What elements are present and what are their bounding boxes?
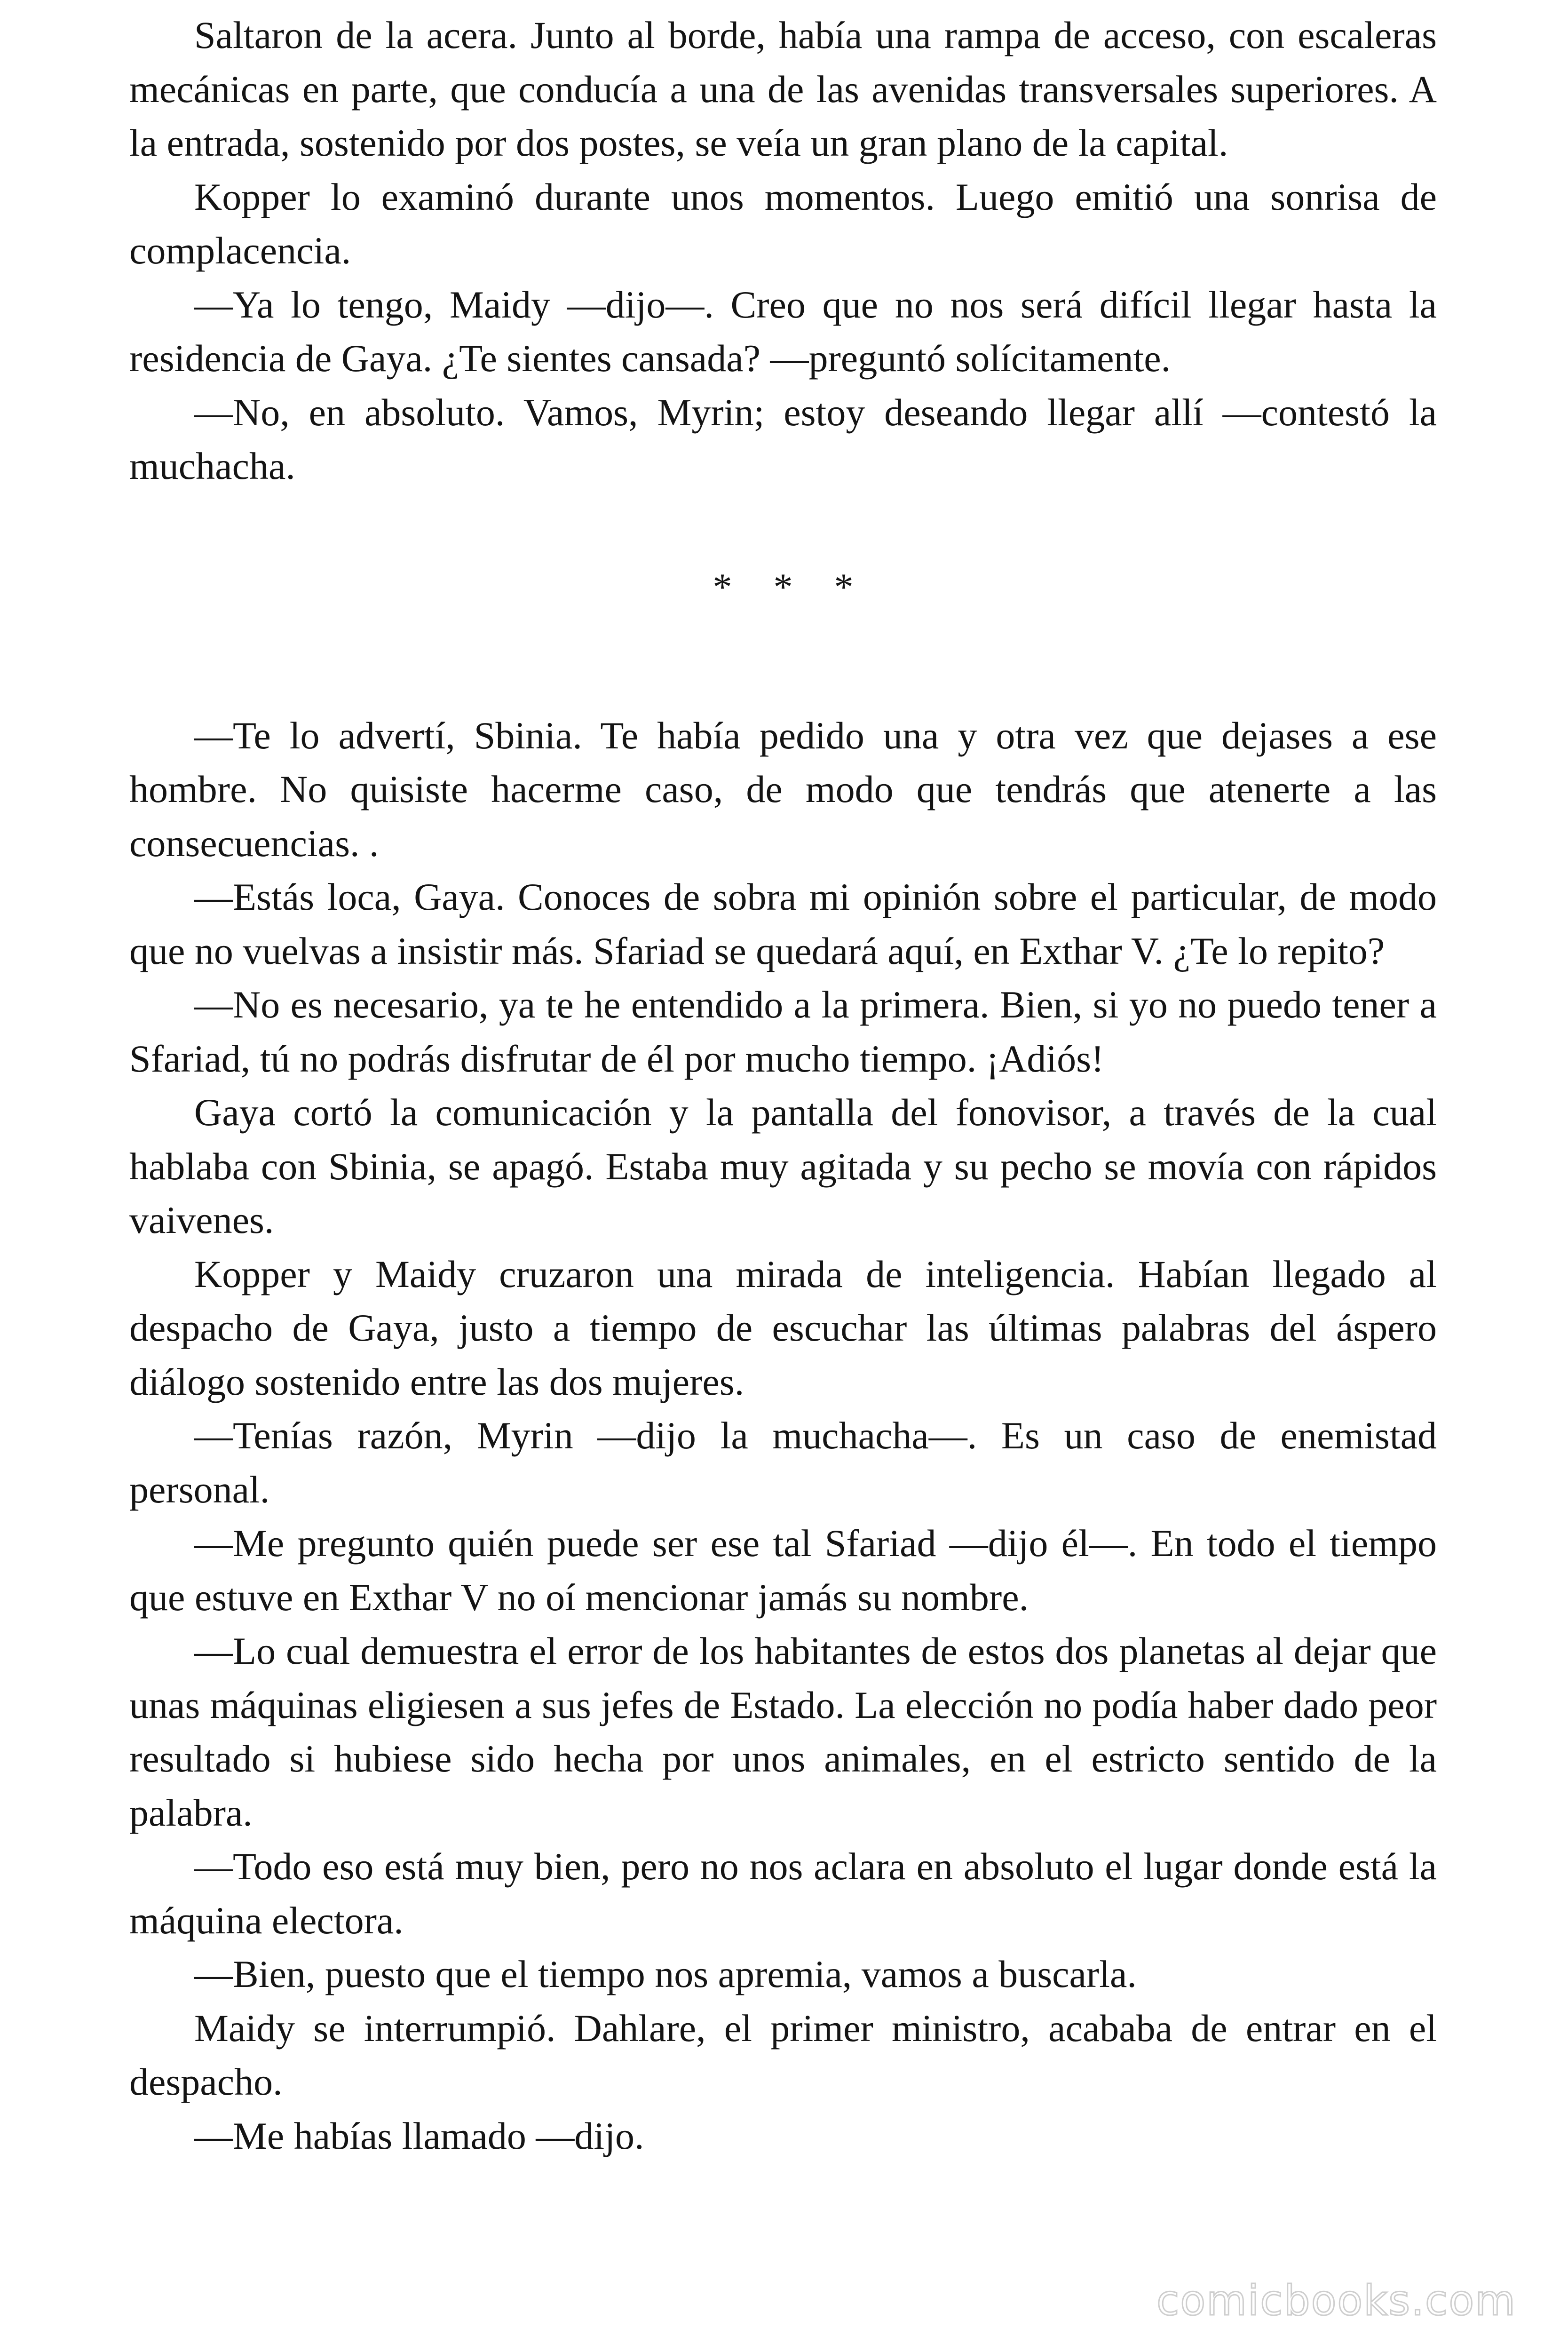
scene-break-asterisk: *: [773, 565, 793, 608]
paragraph: —Te lo advertí, Sbinia. Te había pedido una y otra vez que dejases a ese hombre. No quisiste hacerme caso, de modo que tendrás que atenerte a las consecuencias. .: [129, 714, 1437, 865]
paragraph: Kopper y Maidy cruzaron una mirada de inteligencia. Habían llegado al despacho de Gaya, justo a tiempo de escuchar las últimas palabras del áspero diálogo sostenido entre las dos mujeres.: [129, 1252, 1437, 1403]
scene-break: [129, 493, 1437, 709]
paragraph: Kopper lo examinó durante unos momentos. Luego emitió una sonrisa de complacencia.: [129, 175, 1437, 272]
paragraph: —Lo cual demuestra el error de los habitantes de estos dos planetas al dejar que unas máquinas eligiesen a sus jefes de Estado. La elección no podía haber dado peor resultado si hubiese sido hecha por unos animales, en el estricto sentido de la palabra.: [129, 1629, 1437, 1834]
watermark: comicbooks.com: [1156, 2276, 1516, 2325]
paragraph: —No es necesario, ya te he entendido a la primera. Bien, si yo no puedo tener a Sfariad, tú no podrás disfrutar de él por mucho tiempo. ¡Adiós!: [129, 983, 1437, 1080]
paragraph: —Todo eso está muy bien, pero no nos aclara en absoluto el lugar donde está la máquina electora.: [129, 1845, 1437, 1942]
paragraph: —Me pregunto quién puede ser ese tal Sfariad —dijo él—. En todo el tiempo que estuve en Exthar V no oí mencionar jamás su nombre.: [129, 1522, 1437, 1619]
book-page: [129, 8, 1437, 2163]
paragraph: —Ya lo tengo, Maidy —dijo—. Creo que no nos será difícil llegar hasta la residencia de Gaya. ¿Te sientes cansada? —preguntó solícitamente.: [129, 283, 1437, 380]
scene-break-asterisk: *: [713, 565, 732, 608]
paragraph: —No, en absoluto. Vamos, Myrin; estoy deseando llegar allí —contestó la muchacha.: [129, 390, 1437, 487]
paragraph: —Me habías llamado —dijo.: [194, 2114, 644, 2157]
paragraph: —Bien, puesto que el tiempo nos apremia, vamos a buscarla.: [194, 1953, 1137, 1995]
paragraph: Maidy se interrumpió. Dahlare, el primer ministro, acababa de entrar en el despacho.: [129, 2006, 1437, 2103]
scene-break-asterisk: *: [834, 565, 854, 608]
paragraph: —Estás loca, Gaya. Conoces de sobra mi opinión sobre el particular, de modo que no vuelvas a insistir más. Sfariad se quedará aquí, en Exthar V. ¿Te lo repito?: [129, 875, 1437, 972]
paragraph: Saltaron de la acera. Junto al borde, había una rampa de acceso, con escaleras mecánicas en parte, que conducía a una de las avenidas transversales superiores. A la entrada, sostenido por dos postes, se veía un gran plano de la capital.: [129, 14, 1437, 164]
paragraph: —Tenías razón, Myrin —dijo la muchacha—. Es un caso de enemistad personal.: [129, 1414, 1437, 1511]
paragraph: Gaya cortó la comunicación y la pantalla del fonovisor, a través de la cual hablaba con Sbinia, se apagó. Estaba muy agitada y su pecho se movía con rápidos vaivenes.: [129, 1091, 1437, 1241]
